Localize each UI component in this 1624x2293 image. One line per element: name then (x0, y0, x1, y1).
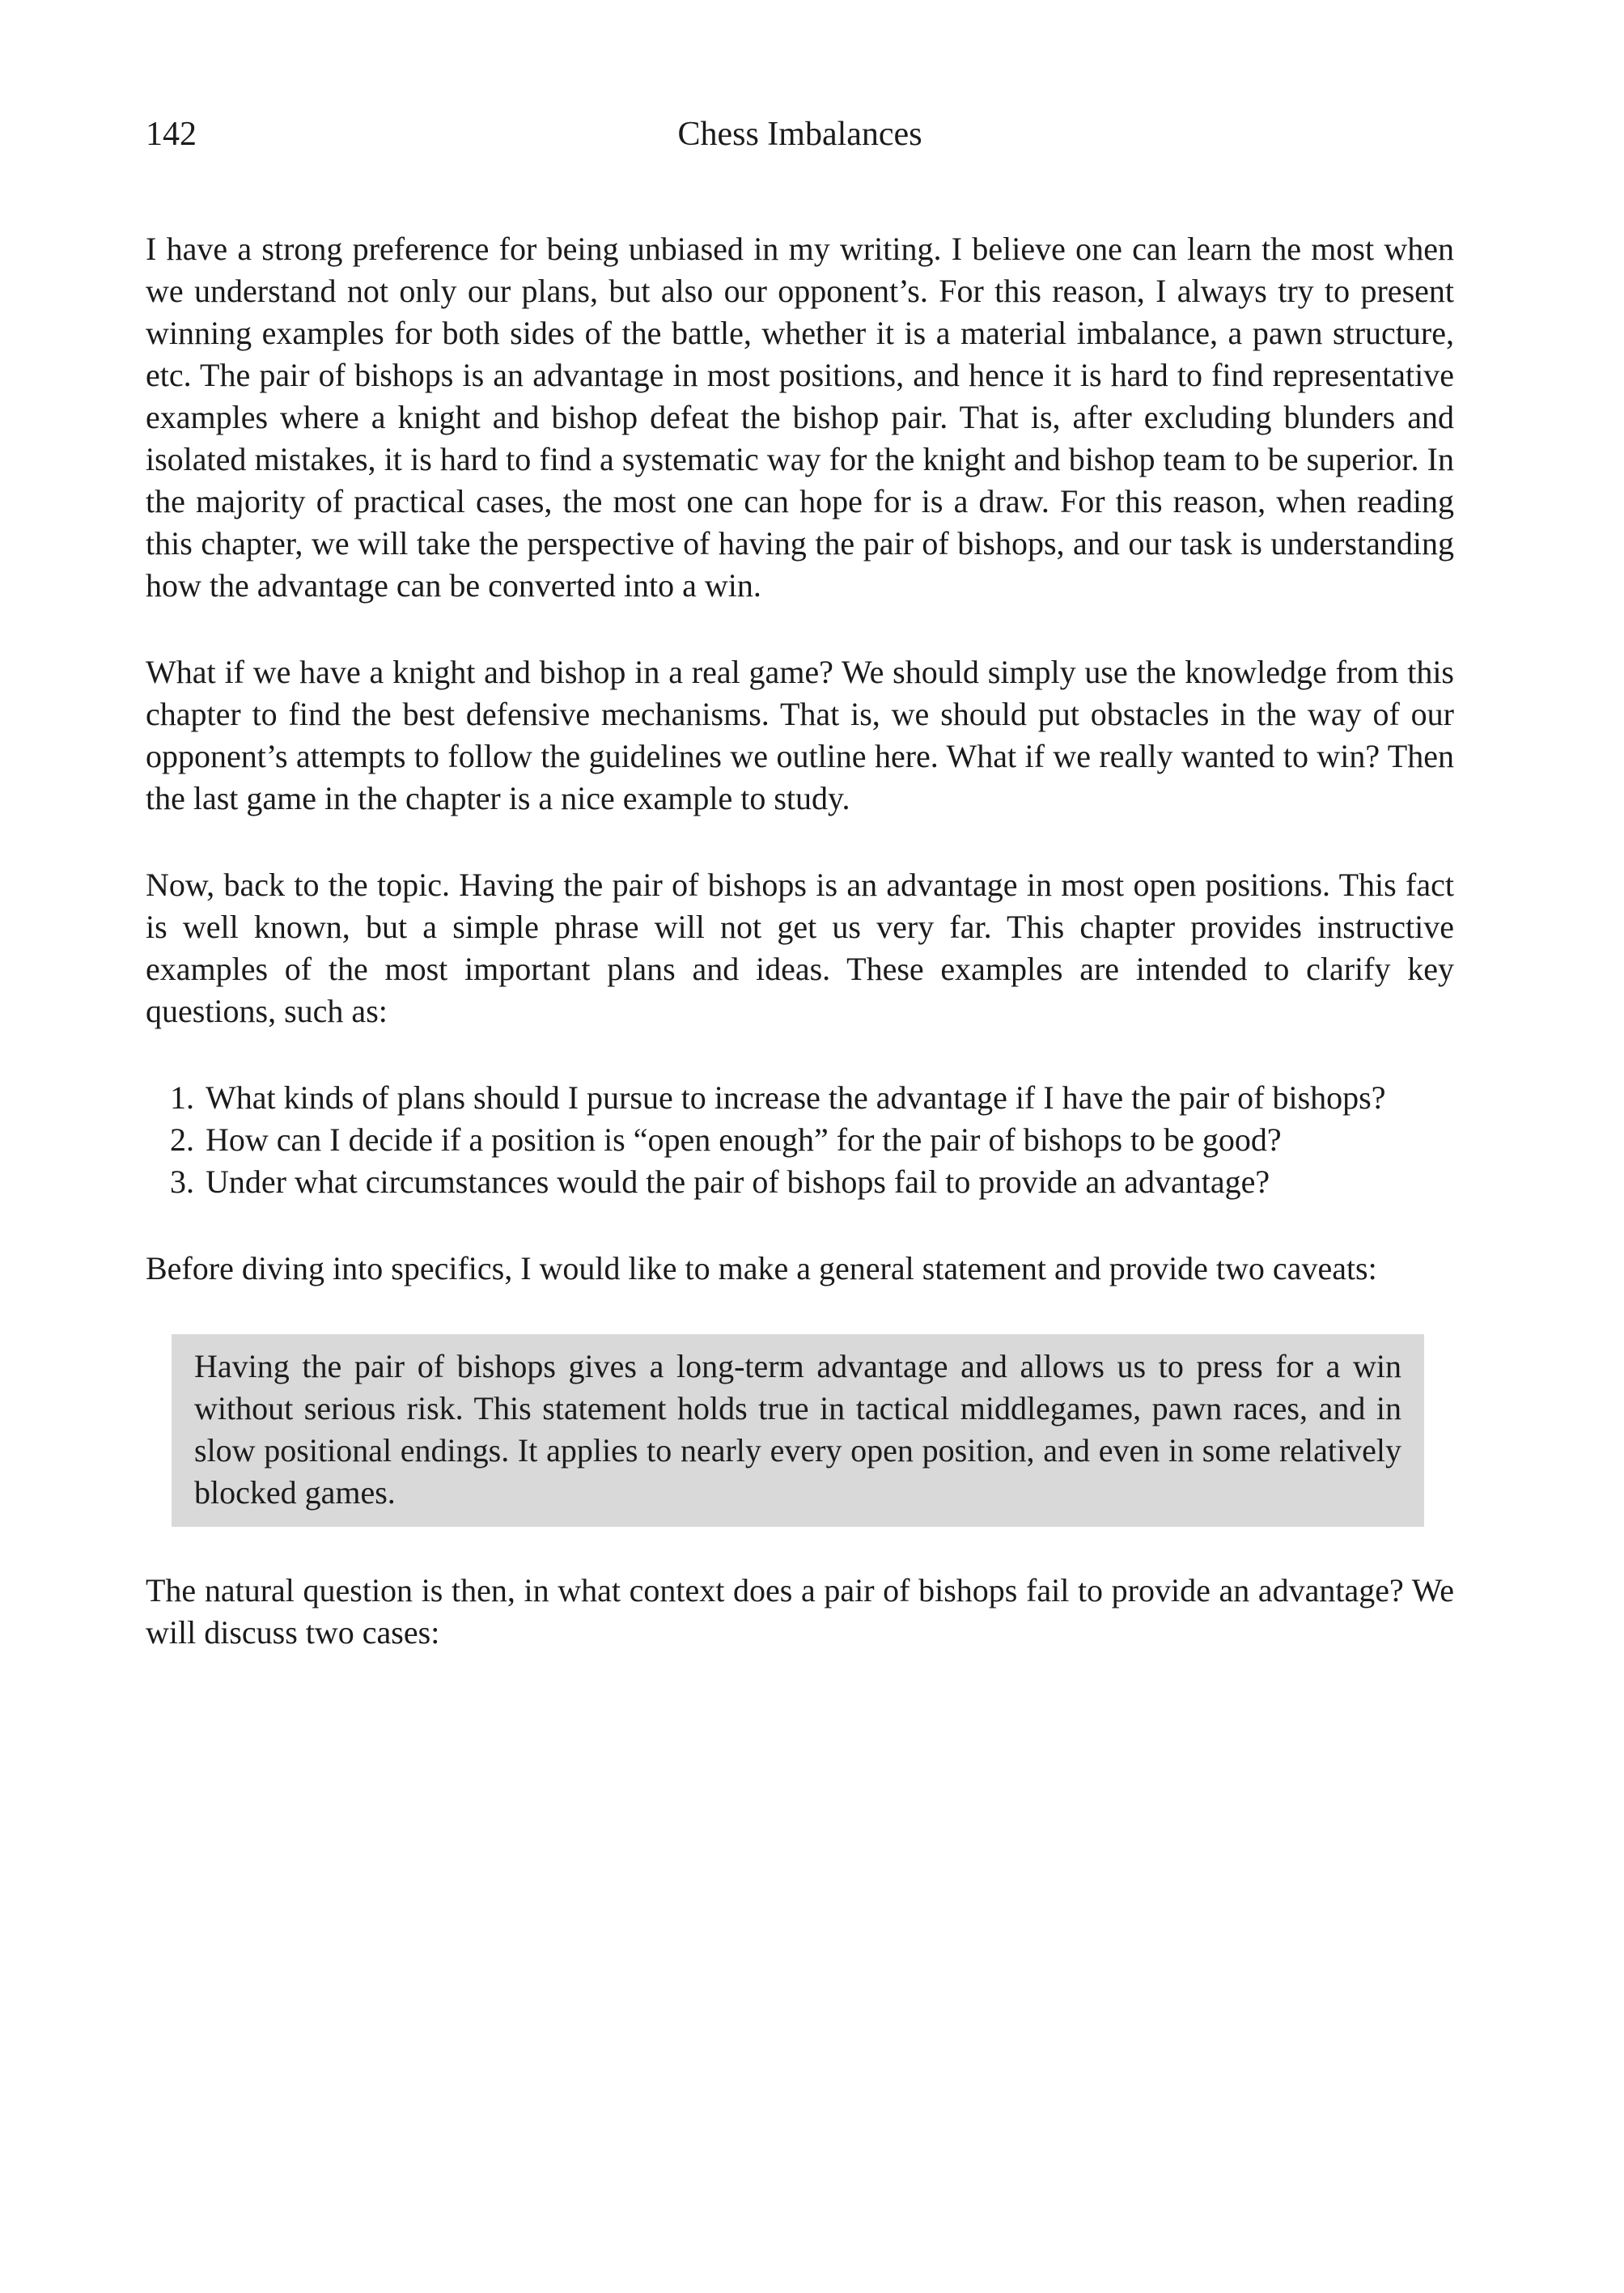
page-body (146, 228, 1454, 1698)
question-item-text: What kinds of plans should I pursue to increase the advantage if I have the pair of bishops? (206, 1079, 1386, 1116)
question-item-number: 3. (170, 1163, 194, 1200)
question-list (146, 1077, 1454, 1203)
question-list-item (170, 1077, 1454, 1119)
paragraph-unbiased-writing: I have a strong preference for being unbiased in my writing. I believe one can learn the most when we understand not only our plans, but also our opponent’s. For this reason, I always try to present winning examples for both sides of the battle, whether it is a material imbalance, a pawn structure, etc. The pair of bishops is an advantage in most positions, and hence it is hard to find representative examples where a knight and bishop defeat the bishop pair. That is, after excluding blunders and isolated mistakes, it is hard to find a systematic way for the knight and bishop team to be superior. In the majority of practical cases, the most one can hope for is a draw. For this reason, when reading this chapter, we will take the perspective of having the pair of bishops, and our task is understanding how the advantage can be converted into a win. (146, 231, 1454, 604)
paragraph-before-diving: Before diving into specifics, I would like to make a general statement and provide two caveats: (146, 1250, 1377, 1286)
paragraph-natural-question: The natural question is then, in what context does a pair of bishops fail to provide an advantage? We will discuss two cases: (146, 1572, 1454, 1651)
page-number: 142 (146, 116, 197, 153)
question-item-text: How can I decide if a position is “open enough” for the pair of bishops to be good? (206, 1121, 1282, 1158)
callout-box (172, 1334, 1424, 1527)
question-list-item (170, 1119, 1454, 1161)
question-list-item (170, 1161, 1454, 1203)
question-item-text: Under what circumstances would the pair of bishops fail to provide an advantage? (206, 1163, 1270, 1200)
question-item-number: 2. (170, 1121, 194, 1158)
paragraph-knight-and-bishop: What if we have a knight and bishop in a real game? We should simply use the knowledge from this chapter to find the best defensive mechanisms. That is, we should put obstacles in the way of our opponent’s attempts to follow the guidelines we outline here. What if we really wanted to win? Then the last game in the chapter is a nice example to study. (146, 654, 1454, 816)
running-title: Chess Imbalances (677, 116, 922, 153)
paragraph-back-to-topic: Now, back to the topic. Having the pair of bishops is an advantage in most open positions. This fact is well known, but a simple phrase will not get us very far. This chapter provides instructive examples of the most important plans and ideas. These examples are intended to clarify key questions, such as: (146, 867, 1454, 1029)
question-item-number: 1. (170, 1079, 194, 1116)
callout-text: Having the pair of bishops gives a long-term advantage and allows us to press for a win without serious risk. This statement holds true in tactical middlegames, pawn races, and in slow positional endings. It applies to nearly every open position, and even in some relatively blocked games. (194, 1348, 1401, 1511)
page-header (146, 113, 1454, 159)
